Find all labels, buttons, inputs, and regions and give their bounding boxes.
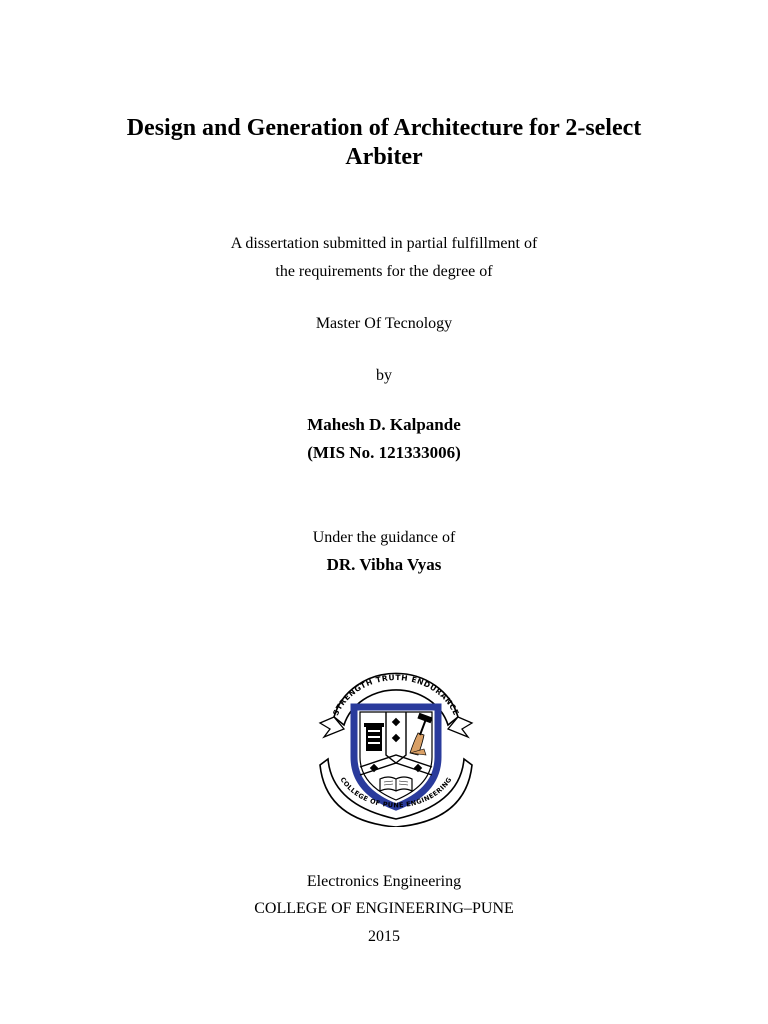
college-emblem bbox=[314, 655, 478, 827]
mis-number: (MIS No. 121333006) bbox=[307, 443, 461, 462]
motto-truth: TRUTH bbox=[375, 673, 409, 685]
thesis-title-line-2: Arbiter bbox=[345, 144, 423, 170]
guidance-label: Under the guidance of bbox=[312, 529, 456, 546]
author-name: Mahesh D. Kalpande bbox=[307, 415, 461, 434]
scroll-pune: PUNE bbox=[382, 800, 405, 810]
scroll-college: COLLEGE bbox=[338, 775, 370, 804]
scroll-of: OF bbox=[368, 796, 382, 808]
guide-name: DR. Vibha Vyas bbox=[326, 555, 442, 574]
motto-strength: STRENGTH bbox=[331, 677, 375, 718]
submission-statement-line-1: A dissertation submitted in partial fulfillment of bbox=[230, 235, 538, 252]
tower-icon bbox=[364, 723, 384, 751]
by-label: by bbox=[376, 367, 392, 384]
college-name: COLLEGE OF ENGINEERING–PUNE bbox=[254, 900, 514, 917]
thesis-title-line-1: Design and Generation of Architecture for 2-select bbox=[126, 115, 642, 141]
degree-name: Master Of Tecnology bbox=[315, 315, 453, 332]
submission-statement-line-2: the requirements for the degree of bbox=[275, 263, 493, 280]
open-book-icon bbox=[380, 777, 412, 791]
department-name: Electronics Engineering bbox=[306, 873, 462, 890]
shield bbox=[354, 707, 438, 810]
submission-year: 2015 bbox=[368, 928, 400, 945]
scroll-engineering: ENGINEERING bbox=[405, 775, 454, 809]
motto-endurance: ENDURANCE bbox=[410, 674, 461, 718]
